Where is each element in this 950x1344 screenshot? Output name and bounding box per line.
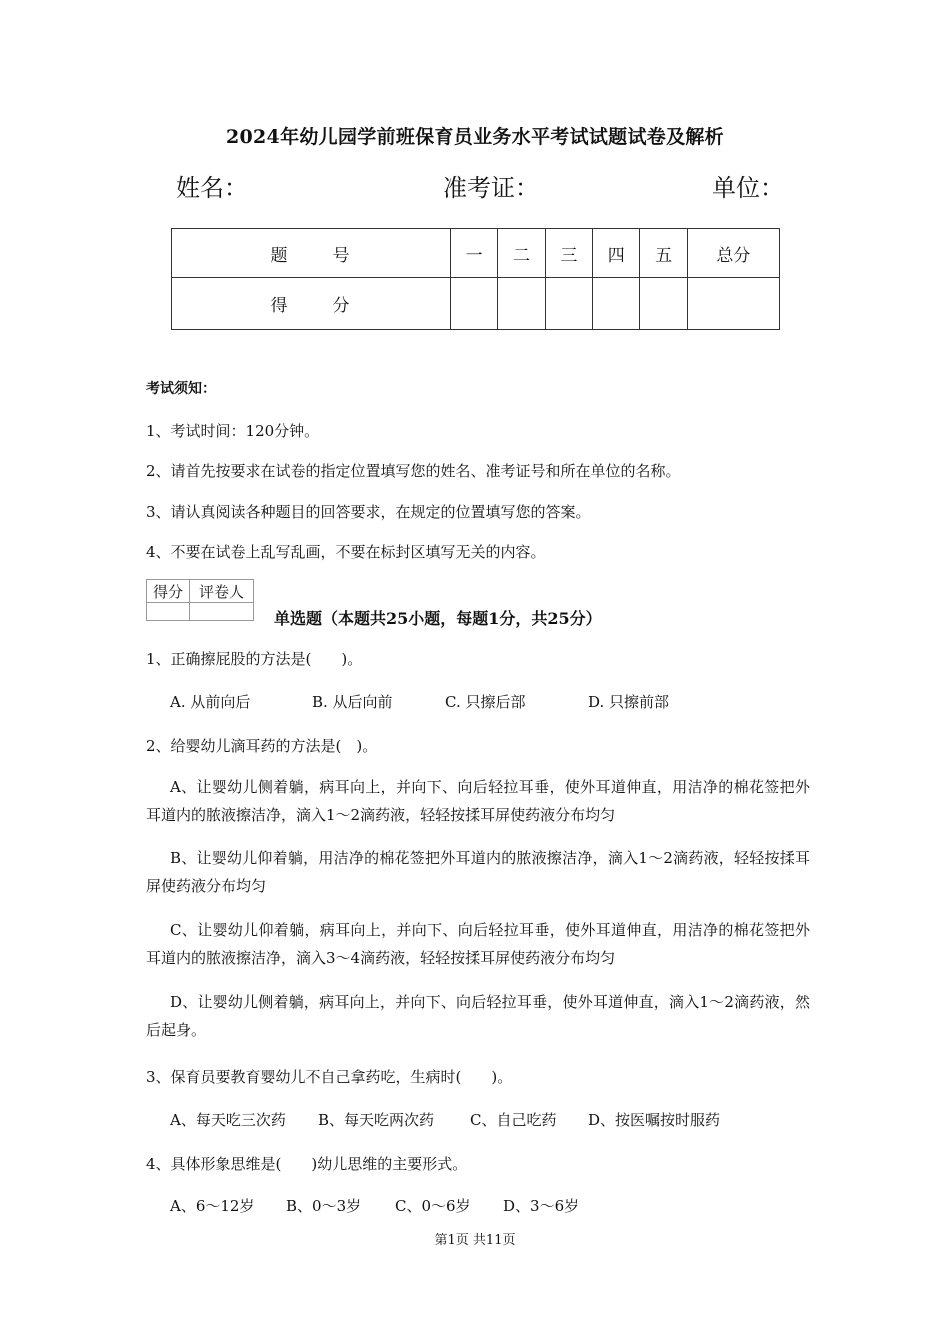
section-1-header: 一 — [450, 229, 497, 278]
question-stem: 2、给婴幼儿滴耳药的方法是( )。 — [146, 737, 378, 755]
grader-score-cell[interactable] — [147, 603, 190, 621]
score-cell[interactable] — [687, 278, 779, 330]
notice-item: 2、请首先按要求在试卷的指定位置填写您的姓名、准考证号和所在单位的名称。 — [146, 462, 681, 480]
unit-field-label: 单位： — [712, 174, 784, 202]
score-row-label: 得 分 — [172, 278, 451, 330]
section-title: 单选题（本题共25小题，每题1分，共25分） — [274, 609, 602, 628]
question-option: D. 只擦前部 — [588, 693, 670, 711]
score-cell[interactable] — [593, 278, 640, 330]
question-stem: 3、保育员要教育婴幼儿不自己拿药吃，生病时( )。 — [146, 1068, 513, 1086]
score-table-score-row — [172, 278, 780, 330]
question-option: C、0～6岁 — [395, 1197, 471, 1215]
section-5-header: 五 — [640, 229, 687, 278]
question-option: A. 从前向后 — [170, 693, 251, 711]
question-option: C、让婴幼儿仰着躺，病耳向上，并向下、向后轻拉耳垂，使外耳道伸直，用洁净的棉花签把外耳道内的脓液擦洁净，滴入3～4滴药液，轻轻按揉耳屏使药液分布均匀 — [146, 921, 810, 967]
document-title: 2024年幼儿园学前班保育员业务水平考试试题试卷及解析 — [226, 126, 724, 148]
question-option: B、每天吃两次药 — [318, 1111, 435, 1129]
grader-name-label: 评卷人 — [190, 580, 254, 603]
score-cell[interactable] — [545, 278, 592, 330]
score-cell[interactable] — [450, 278, 497, 330]
question-stem: 1、正确擦屁股的方法是( )。 — [146, 650, 363, 668]
question-option: D、3～6岁 — [503, 1197, 580, 1215]
question-option: B、0～3岁 — [286, 1197, 362, 1215]
notice-item: 1、考试时间：120分钟。 — [146, 422, 320, 440]
question-stem: 4、具体形象思维是( )幼儿思维的主要形式。 — [146, 1155, 468, 1173]
question-option: A、6～12岁 — [170, 1197, 255, 1215]
exam-notice-heading: 考试须知： — [146, 381, 216, 397]
question-number-label: 题 号 — [172, 229, 451, 278]
section-4-header: 四 — [593, 229, 640, 278]
section-2-header: 二 — [498, 229, 545, 278]
name-field-label: 姓名： — [176, 174, 248, 202]
total-score-header: 总分 — [687, 229, 779, 278]
question-option: B、让婴幼儿仰着躺，用洁净的棉花签把外耳道内的脓液擦洁净，滴入1～2滴药液，轻轻按揉耳屏使药液分布均匀 — [146, 849, 810, 895]
notice-item: 4、不要在试卷上乱写乱画，不要在标封区填写无关的内容。 — [146, 543, 546, 561]
question-option: D、按医嘱按时服药 — [588, 1111, 721, 1129]
score-table-header-row — [172, 229, 780, 278]
question-option: C、自己吃药 — [470, 1111, 557, 1129]
score-cell[interactable] — [498, 278, 545, 330]
score-table — [171, 228, 780, 330]
grader-name-cell[interactable] — [190, 603, 254, 621]
page-footer: 第1页 共11页 — [434, 1233, 516, 1248]
question-option: A、让婴幼儿侧着躺，病耳向上，并向下、向后轻拉耳垂，使外耳道伸直，用洁净的棉花签把外耳道内的脓液擦洁净，滴入1～2滴药液，轻轻按揉耳屏使药液分布均匀 — [146, 778, 810, 824]
exam-number-field-label: 准考证： — [443, 174, 539, 202]
grader-score-label: 得分 — [147, 580, 190, 603]
question-option: A、每天吃三次药 — [170, 1111, 286, 1129]
grader-table — [146, 579, 254, 621]
question-option: C. 只擦后部 — [445, 693, 526, 711]
notice-item: 3、请认真阅读各种题目的回答要求，在规定的位置填写您的答案。 — [146, 503, 591, 521]
score-cell[interactable] — [640, 278, 687, 330]
question-option: D、让婴幼儿侧着躺，病耳向上，并向下、向后轻拉耳垂，使外耳道伸直，滴入1～2滴药液，然后起身。 — [146, 993, 810, 1039]
section-3-header: 三 — [545, 229, 592, 278]
question-option: B. 从后向前 — [312, 693, 393, 711]
